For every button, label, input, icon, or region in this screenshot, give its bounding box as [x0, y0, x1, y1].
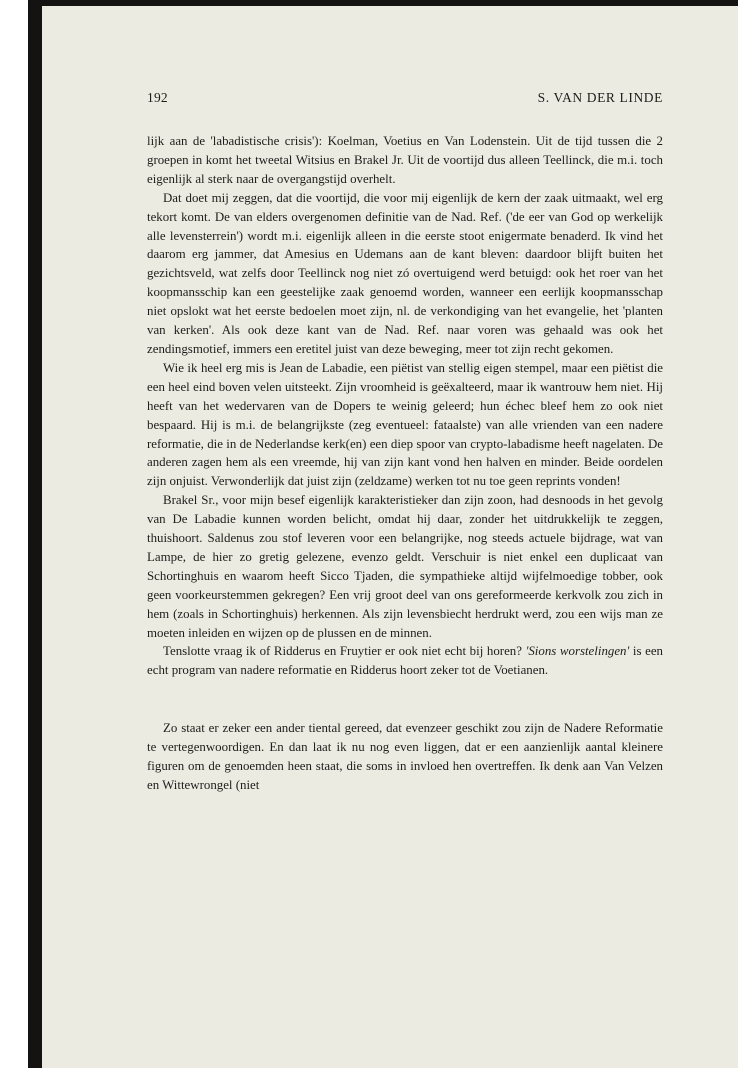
paragraph: [147, 642, 663, 680]
body-text: [147, 132, 663, 795]
paragraph: Wie ik heel erg mis is Jean de Labadie, een piëtist van stellig eigen stempel, maar een piëtist die een heel eind boven velen uitsteekt. Zijn vroomheid is geëxalteerd, maar ik wantrouw hem niet. Hij heeft van het wedervaren van de Dopers te weinig geleerd; hun échec bleef hem zo ook niet bespaard. Hij is m.i. de belangrijkste (zeg eventueel: fataalste) van alle vrienden van een nadere reformatie, die in de Nederlandse kerk(en) een diep spoor van crypto-labadisme heeft nagelaten. De anderen zagen hem als een vreemde, hij van zijn kant vond hen halven en minder. Beide oordelen zijn onjuist. Verwonderlijk dat juist zijn (zeldzame) werken tot nu toe geen reprints vonden!: [147, 360, 663, 489]
paragraph: Dat doet mij zeggen, dat die voortijd, die voor mij eigenlijk de kern der zaak uitmaakt, wel erg tekort komt. De van elders overgenomen definitie van de Nad. Ref. ('de eer van God op werkelijk alle levensterrein') wordt m.i. eigenlijk alleen in die eerste stoot enigermate benaderd. Ik vind het daarom erg jammer, dat Amesius en Udemans aan de kant bleven: daardoor blijft buiten het gezichtsveld, wat zelfs door Teellinck nog niet zó overtuigend werd betuigd: ook het roer van het koopmansschip kan een geestelijke zaak genoemd worden, wanneer een eerlijk koopmansschap niet opslokt wat het eerste bedoelen moet zijn, nl. de verkondiging van het evangelie, het 'planten van kerken'. Als ook deze kant van de Nad. Ref. naar voren was gehaald was ook het zendingsmotief, immers een eretitel juist van deze beweging, meer tot zijn recht gekomen.: [147, 190, 663, 356]
page-header: [147, 90, 663, 110]
paragraph: Zo staat er zeker een ander tiental gereed, dat evenzeer geschikt zou zijn de Nadere Reformatie te vertegenwoordigen. En dan laat ik nu nog even liggen, dat er een aanzienlijk aantal kleinere figuren om de genoemden heen staat, die soms in invloed hen overtreffen. Ik denk aan Van Velzen en Wittewrongel (niet: [147, 721, 663, 792]
paragraph: Brakel Sr., voor mijn besef eigenlijk karakteristieker dan zijn zoon, had desnoods in het gevolg van De Labadie kunnen worden belicht, omdat hij daar, zonder het uitdrukkelijk te zeggen, thuishoort. Saldenus zou stof leveren voor een belangrijke, nog steeds actuele bijdrage, wat van Lampe, de hier zo gretig gelezene, evenzo geldt. Verschuir is niet enkel een duplicaat van Schortinghuis en waarom heeft Sicco Tjaden, die sympathieke altijd wijfelmoedige tobber, ook geen voorkeurstemmen gekregen? Een vrij groot deel van ons gereformeerde kerkvolk zou zich in hem (zoals in Schortinghuis) herkennen. Als zijn levensbiecht herdrukt werd, zou een wijs man ze moeten inleiden en wijzen op de plussen en de minnen.: [147, 493, 663, 640]
page-number: 192: [147, 90, 168, 105]
scan-edge-left: [28, 0, 42, 1068]
book-title: 'Sions worstelingen': [525, 644, 630, 659]
paragraph-continuation: lijk aan de 'labadistische crisis'): Koelman, Voetius en Van Lodenstein. Uit de tijd tussen die 2 groepen in komt het tweetal Witsius en Brakel Jr. Uit de voortijd dus alleen Teellinck, die m.i. toch eigenlijk al sterk naar de overgangstijd overhelt.: [147, 134, 663, 186]
paragraph-text: Tenslotte vraag ik of Ridderus en Fruytier er ook niet echt bij horen? 'Sions worstelingen' is een echt program van nadere reformatie en Ridderus hoort zeker tot de Voetianen.: [147, 644, 663, 678]
running-head: S. VAN DER LINDE: [537, 90, 663, 105]
